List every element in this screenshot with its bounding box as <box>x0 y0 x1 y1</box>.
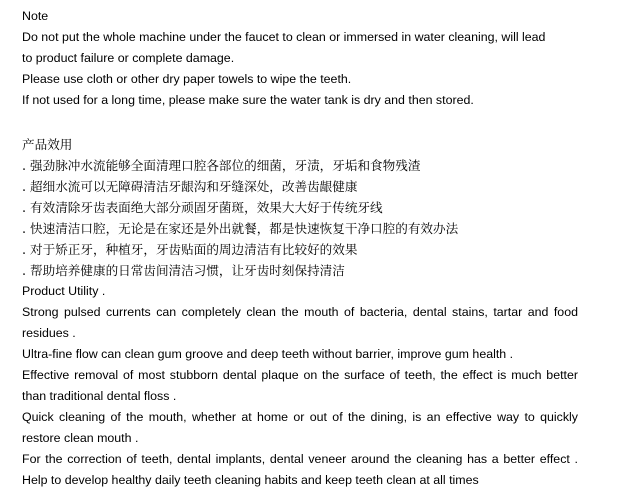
cn-list-item: . 有效清除牙齿表面绝大部分顽固牙菌斑，效果大大好于传统牙线 <box>22 200 383 215</box>
en-paragraph: Ultra-fine flow can clean gum groove and deep teeth without barrier, improve gum health . <box>22 347 514 361</box>
en-section-heading: Product Utility . <box>22 284 106 298</box>
note-line: Do not put the whole machine under the faucet to clean or immersed in water cleaning, will lead <box>22 30 546 44</box>
en-paragraph: Effective removal of most stubborn dental plaque on the surface of teeth, the effect is much better than traditional dental floss . <box>22 368 578 403</box>
cn-list-item: . 帮助培养健康的日常齿间清洁习惯，让牙齿时刻保持清洁 <box>22 263 345 278</box>
note-line: to product failure or complete damage. <box>22 51 235 65</box>
cn-list-item: . 对于矫正牙，种植牙，牙齿贴面的周边清洁有比较好的效果 <box>22 242 358 257</box>
note-line: Please use cloth or other dry paper towels to wipe the teeth. <box>22 72 352 86</box>
section-spacer <box>22 111 578 134</box>
cn-list-item: . 快速清洁口腔，无论是在家还是外出就餐，都是快速恢复干净口腔的有效办法 <box>22 221 459 236</box>
note-line: If not used for a long time, please make sure the water tank is dry and then stored. <box>22 93 474 107</box>
document-body <box>22 6 578 491</box>
cn-section-heading: 产品效用 <box>22 137 73 152</box>
note-heading: Note <box>22 9 49 23</box>
cn-list-item: . 强劲脉冲水流能够全面清理口腔各部位的细菌，牙渍，牙垢和食物残渣 <box>22 158 421 173</box>
en-paragraph: Quick cleaning of the mouth, whether at home or out of the dining, is an effective way to quickly restore clean mouth . <box>22 410 578 445</box>
cn-list-item: . 超细水流可以无障碍清洁牙龈沟和牙缝深处，改善齿龈健康 <box>22 179 358 194</box>
en-paragraph: Strong pulsed currents can completely clean the mouth of bacteria, dental stains, tartar and food residues . <box>22 305 578 340</box>
en-paragraph: For the correction of teeth, dental implants, dental veneer around the cleaning has a better effect . Help to develop healthy daily teeth cleaning habits and keep teeth clean at all times <box>22 452 578 487</box>
